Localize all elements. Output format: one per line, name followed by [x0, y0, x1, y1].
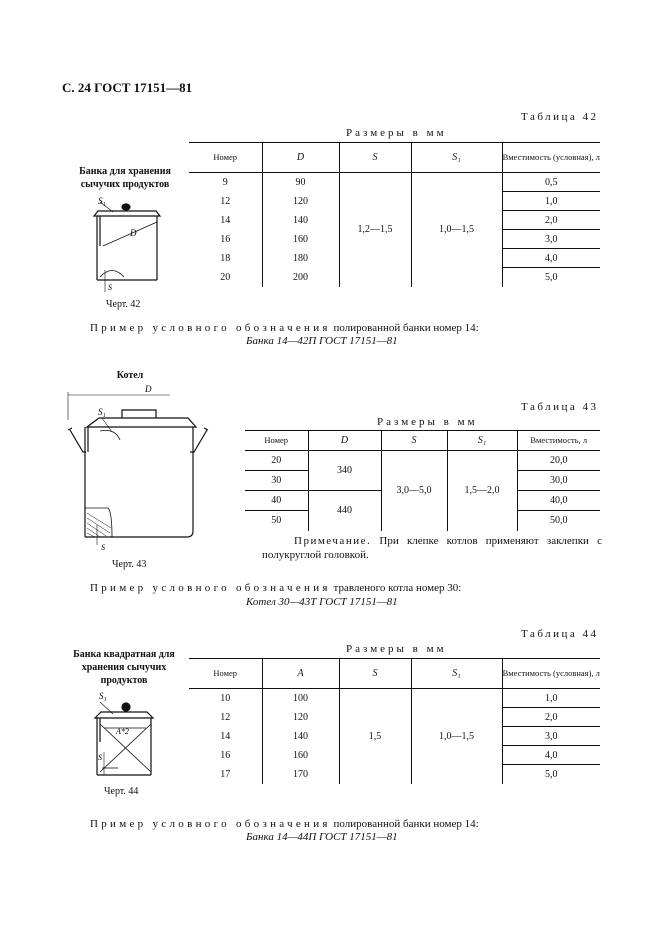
cell-capacity: 3,0 [502, 727, 600, 746]
cell-a: 170 [262, 765, 339, 784]
cell-s-range: 1,5 [339, 689, 411, 784]
example-44-prefix: Пример условного обозначения [90, 818, 331, 830]
example-44-text: полированной банки номер 14: [333, 818, 479, 830]
cell-d: 200 [262, 268, 339, 287]
example-43-text: травленого котла номер 30: [333, 582, 462, 594]
col-header-s1: S₁ [447, 431, 517, 451]
example-43-prefix: Пример условного обозначения [90, 582, 331, 594]
cell-number: 20 [220, 271, 231, 283]
table-44-units: Размеры в мм [346, 643, 447, 655]
col-header-capacity: Вместимость (условная), л [502, 143, 600, 173]
table-42-title: Таблица 42 [521, 111, 599, 123]
figure-42-label: Черт. 42 [106, 299, 141, 310]
cell-capacity: 2,0 [502, 708, 600, 727]
note-text: При клепке котлов применяют заклепки с полукруглой головкой. [262, 535, 602, 561]
example-42-text: полированной банки номер 14: [333, 322, 479, 334]
cell-capacity: 30,0 [517, 471, 600, 491]
cell-capacity: 40,0 [517, 491, 600, 511]
table-43-title: Таблица 43 [521, 401, 599, 413]
cell-d: 90 [262, 173, 339, 192]
cell-number: 30 [245, 471, 308, 491]
cell-number: 40 [245, 491, 308, 511]
cell-capacity: 0,5 [502, 173, 600, 192]
cell-s1-range: 1,5—2,0 [447, 451, 517, 531]
example-44-line [90, 818, 479, 830]
cell-number: 17 [220, 768, 231, 780]
example-43-designation: Котел 30—43Т ГОСТ 17151—81 [246, 596, 398, 608]
cell-capacity: 5,0 [502, 765, 600, 784]
cell-capacity: 5,0 [502, 268, 600, 287]
figure-43-caption: Котел [116, 370, 144, 381]
fig42-d-label: D [130, 228, 137, 238]
cell-number: 10 [220, 692, 231, 704]
cell-number: 12 [220, 195, 231, 207]
col-header-capacity: Вместимость, л [517, 431, 600, 451]
cell-capacity: 50,0 [517, 511, 600, 531]
fig42-s-label: S [108, 283, 112, 292]
cell-a: 140 [262, 727, 339, 746]
example-42-prefix: Пример условного обозначения [90, 322, 331, 334]
cell-s1-range: 1,0—1,5 [411, 173, 502, 287]
cell-capacity: 20,0 [517, 451, 600, 471]
col-header-s1: S₁ [411, 143, 502, 173]
cell-number: 18 [220, 252, 231, 264]
fig44-s-label: S [98, 753, 102, 762]
col-header-a: A [262, 659, 339, 689]
cell-number: 16 [220, 749, 231, 761]
example-42-designation: Банка 14—42П ГОСТ 17151—81 [246, 335, 398, 347]
col-header-s: S [339, 659, 411, 689]
cell-a: 120 [262, 708, 339, 727]
cell-d: 180 [262, 249, 339, 268]
figure-44-label: Черт. 44 [104, 786, 139, 797]
table-row [189, 689, 600, 708]
col-header-number: Номер [189, 659, 262, 689]
table-44-title: Таблица 44 [521, 628, 599, 640]
cell-d: 340 [308, 451, 381, 491]
cell-capacity: 1,0 [502, 192, 600, 211]
col-header-number: Номер [189, 143, 262, 173]
figure-44-caption: Банка квадратная для хранения сычучих продуктов [73, 649, 175, 686]
cell-capacity: 2,0 [502, 211, 600, 230]
col-header-d: D [262, 143, 339, 173]
table-42-units: Размеры в мм [346, 127, 447, 139]
example-44-designation: Банка 14—44П ГОСТ 17151—81 [246, 831, 398, 843]
fig44-a-label: A*2 [116, 727, 129, 736]
fig43-s-label: S [101, 543, 105, 552]
cell-capacity: 1,0 [502, 689, 600, 708]
col-header-d: D [308, 431, 381, 451]
cell-d: 120 [262, 192, 339, 211]
fig42-s1-label: S₁ [98, 196, 106, 206]
col-header-s1: S₁ [411, 659, 502, 689]
cell-capacity: 4,0 [502, 249, 600, 268]
col-header-s: S [339, 143, 411, 173]
table-43-units: Размеры в мм [377, 416, 478, 428]
figure-43-label: Черт. 43 [112, 559, 147, 570]
note-label: Примечание. [294, 535, 372, 547]
cell-a: 100 [262, 689, 339, 708]
cell-s-range: 1,2—1,5 [339, 173, 411, 287]
cell-number: 12 [220, 711, 231, 723]
cell-d: 140 [262, 211, 339, 230]
cell-number: 14 [220, 214, 231, 226]
cell-number: 16 [220, 233, 231, 245]
col-header-number: Номер [245, 431, 308, 451]
cell-number: 14 [220, 730, 231, 742]
table-44 [189, 658, 600, 784]
figure-42-caption: Банка для хранения сычучих продуктов [79, 166, 171, 190]
cell-d: 160 [262, 230, 339, 249]
fig43-s1-label: S₁ [98, 407, 106, 417]
cell-capacity: 3,0 [502, 230, 600, 249]
cell-s-range: 3,0—5,0 [381, 451, 447, 531]
cell-number: 50 [271, 515, 282, 527]
cell-s1-range: 1,0—1,5 [411, 689, 502, 784]
fig44-s1-label: S₁ [99, 691, 107, 701]
cell-a: 160 [262, 746, 339, 765]
cell-number: 20 [245, 451, 308, 471]
fig43-d-label: D [145, 384, 152, 394]
cell-capacity: 4,0 [502, 746, 600, 765]
col-header-capacity: Вместимость (условная), л [502, 659, 600, 689]
cell-number: 9 [222, 176, 228, 188]
cell-d: 440 [308, 491, 381, 531]
col-header-s: S [381, 431, 447, 451]
page-header: С. 24 ГОСТ 17151—81 [62, 80, 193, 95]
